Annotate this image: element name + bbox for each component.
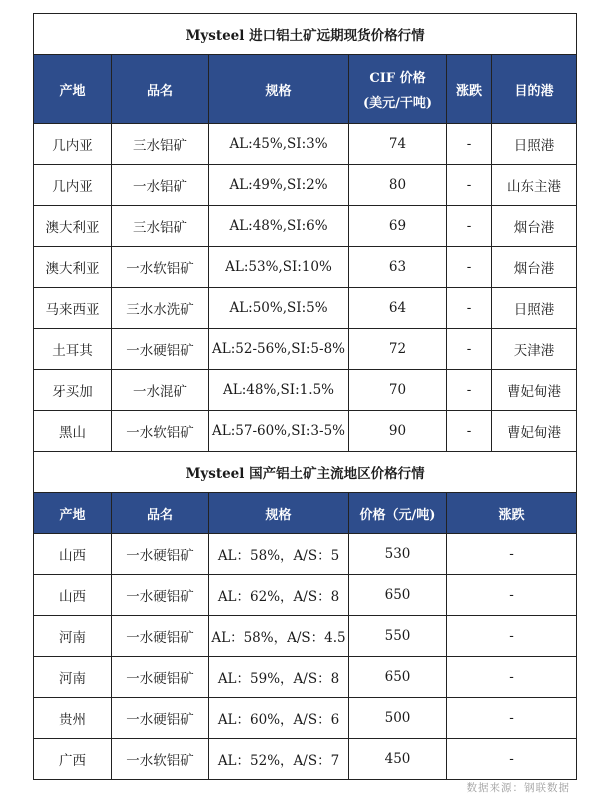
cell-spec: AL：59%，A/S：8 <box>209 657 349 698</box>
cell-price: 69 <box>349 206 447 247</box>
cell-spec: AL：52%，A/S：7 <box>209 739 349 780</box>
cell-product: 一水硬铝矿 <box>112 534 209 575</box>
cell-port: 山东主港 <box>492 165 577 206</box>
cell-spec: AL:50%,SI:5% <box>209 288 349 329</box>
cell-spec: AL:53%,SI:10% <box>209 247 349 288</box>
cell-change: - <box>447 411 492 452</box>
header-price-line2: (美元/干吨) <box>362 96 433 111</box>
cell-origin: 河南 <box>34 657 112 698</box>
table-row <box>34 616 577 657</box>
cell-product: 三水水洗矿 <box>112 288 209 329</box>
header-origin: 产地 <box>34 55 112 124</box>
header-origin: 产地 <box>34 493 112 534</box>
cell-spec: AL:52-56%,SI:5-8% <box>209 329 349 370</box>
cell-price: 500 <box>349 698 447 739</box>
data-source-note: 数据来源：钢联数据 <box>466 782 570 794</box>
cell-price: 72 <box>349 329 447 370</box>
cell-product: 一水硬铝矿 <box>112 329 209 370</box>
cell-price: 650 <box>349 575 447 616</box>
cell-origin: 土耳其 <box>34 329 112 370</box>
header-change: 涨跌 <box>447 493 577 534</box>
header-spec: 规格 <box>209 55 349 124</box>
cell-product: 一水硬铝矿 <box>112 657 209 698</box>
cell-change: - <box>447 165 492 206</box>
cell-port: 日照港 <box>492 288 577 329</box>
cell-origin: 澳大利亚 <box>34 247 112 288</box>
header-product: 品名 <box>112 55 209 124</box>
cell-change: - <box>447 370 492 411</box>
table-row <box>34 247 577 288</box>
cell-spec: AL：60%，A/S：6 <box>209 698 349 739</box>
cell-origin: 马来西亚 <box>34 288 112 329</box>
table-row <box>34 165 577 206</box>
cell-change: - <box>447 698 577 739</box>
header-port: 目的港 <box>492 55 577 124</box>
cell-product: 一水硬铝矿 <box>112 698 209 739</box>
cell-origin: 黑山 <box>34 411 112 452</box>
cell-product: 一水软铝矿 <box>112 247 209 288</box>
cell-change: - <box>447 616 577 657</box>
header-price: 价格（元/吨) <box>349 493 447 534</box>
domestic-table-title: Mysteel 国产铝土矿主流地区价格行情 <box>34 452 577 493</box>
import-price-table <box>33 13 577 452</box>
cell-change: - <box>447 124 492 165</box>
import-table-body <box>34 124 577 452</box>
table-row <box>34 370 577 411</box>
cell-port: 曹妃甸港 <box>492 411 577 452</box>
cell-price: 64 <box>349 288 447 329</box>
cell-spec: AL:45%,SI:3% <box>209 124 349 165</box>
table-row <box>34 657 577 698</box>
table-row <box>34 698 577 739</box>
cell-change: - <box>447 247 492 288</box>
cell-product: 三水铝矿 <box>112 124 209 165</box>
cell-spec: AL:48%,SI:1.5% <box>209 370 349 411</box>
cell-product: 一水软铝矿 <box>112 739 209 780</box>
cell-spec: AL：58%，A/S：4.5 <box>209 616 349 657</box>
cell-origin: 山西 <box>34 534 112 575</box>
cell-spec: AL：58%，A/S：5 <box>209 534 349 575</box>
cell-spec: AL:57-60%,SI:3-5% <box>209 411 349 452</box>
cell-change: - <box>447 534 577 575</box>
cell-change: - <box>447 329 492 370</box>
cell-port: 天津港 <box>492 329 577 370</box>
cell-price: 63 <box>349 247 447 288</box>
cell-port: 烟台港 <box>492 206 577 247</box>
table-row <box>34 329 577 370</box>
header-product: 品名 <box>112 493 209 534</box>
cell-port: 日照港 <box>492 124 577 165</box>
table-row <box>34 124 577 165</box>
cell-price: 70 <box>349 370 447 411</box>
cell-spec: AL：62%，A/S：8 <box>209 575 349 616</box>
cell-change: - <box>447 575 577 616</box>
table-row <box>34 739 577 780</box>
cell-product: 一水铝矿 <box>112 165 209 206</box>
cell-port: 曹妃甸港 <box>492 370 577 411</box>
cell-product: 一水软铝矿 <box>112 411 209 452</box>
cell-product: 三水铝矿 <box>112 206 209 247</box>
cell-product: 一水硬铝矿 <box>112 575 209 616</box>
cell-price: 550 <box>349 616 447 657</box>
cell-price: 650 <box>349 657 447 698</box>
cell-port: 烟台港 <box>492 247 577 288</box>
table-row <box>34 411 577 452</box>
import-table-title: Mysteel 进口铝土矿远期现货价格行情 <box>34 14 577 55</box>
header-price-line1: CIF 价格 <box>369 71 426 86</box>
cell-origin: 澳大利亚 <box>34 206 112 247</box>
cell-price: 530 <box>349 534 447 575</box>
domestic-table-header <box>34 493 577 534</box>
header-change: 涨跌 <box>447 55 492 124</box>
import-table-header <box>34 55 577 124</box>
price-report <box>33 13 576 780</box>
cell-price: 90 <box>349 411 447 452</box>
header-spec: 规格 <box>209 493 349 534</box>
cell-price: 450 <box>349 739 447 780</box>
cell-origin: 河南 <box>34 616 112 657</box>
cell-product: 一水混矿 <box>112 370 209 411</box>
cell-origin: 牙买加 <box>34 370 112 411</box>
cell-origin: 贵州 <box>34 698 112 739</box>
cell-product: 一水硬铝矿 <box>112 616 209 657</box>
table-row <box>34 534 577 575</box>
cell-origin: 几内亚 <box>34 165 112 206</box>
table-row <box>34 288 577 329</box>
cell-change: - <box>447 206 492 247</box>
cell-spec: AL:48%,SI:6% <box>209 206 349 247</box>
cell-price: 80 <box>349 165 447 206</box>
cell-origin: 山西 <box>34 575 112 616</box>
cell-origin: 广西 <box>34 739 112 780</box>
domestic-price-table <box>33 451 577 780</box>
cell-change: - <box>447 657 577 698</box>
table-row <box>34 206 577 247</box>
cell-spec: AL:49%,SI:2% <box>209 165 349 206</box>
cell-origin: 几内亚 <box>34 124 112 165</box>
cell-change: - <box>447 739 577 780</box>
cell-price: 74 <box>349 124 447 165</box>
header-cif-price <box>349 55 447 124</box>
domestic-table-body <box>34 534 577 780</box>
cell-change: - <box>447 288 492 329</box>
table-row <box>34 575 577 616</box>
